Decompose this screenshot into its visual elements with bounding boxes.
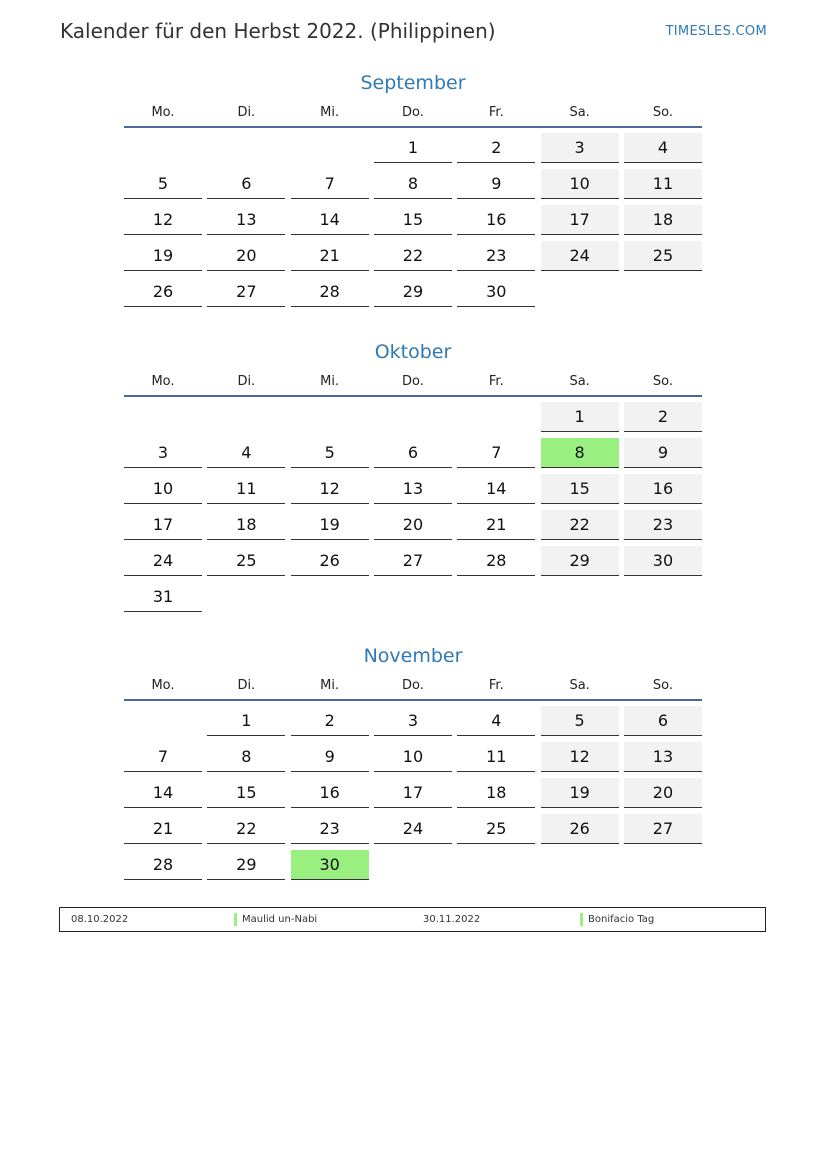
weekend-day-cell: 27 [624,814,702,844]
weekday-label: So. [652,678,674,693]
empty-cell [124,706,202,736]
weekday-label: Mi. [320,374,340,389]
day-cell: 23 [457,241,535,271]
day-cell: 7 [457,438,535,468]
month-title: Oktober [374,341,452,363]
weekend-day-cell: 17 [541,205,619,235]
day-cell: 8 [374,169,452,199]
day-cell: 4 [207,438,285,468]
weekday-label: Mo. [151,105,175,120]
weekend-day-cell: 4 [624,133,702,163]
weekday-header [124,375,702,397]
legend-holiday-name: Bonifacio Tag [588,914,655,925]
day-grid [124,402,702,612]
day-cell: 19 [124,241,202,271]
weekday-label: Sa. [569,105,590,120]
day-cell: 2 [457,133,535,163]
day-grid [124,706,702,880]
day-cell: 16 [457,205,535,235]
weekday-label: Di. [237,105,256,120]
weekday-label: So. [652,105,674,120]
weekend-day-cell: 24 [541,241,619,271]
weekday-label: Mo. [151,678,175,693]
day-cell: 19 [291,510,369,540]
month-title: September [360,72,466,94]
day-cell: 17 [124,510,202,540]
day-cell: 13 [374,474,452,504]
legend-date: 30.11.2022 [423,914,481,925]
holiday-day-cell: 8 [541,438,619,468]
weekday-label: Do. [402,374,424,389]
day-cell: 21 [457,510,535,540]
weekday-label: Di. [237,374,256,389]
day-cell: 11 [457,742,535,772]
day-cell: 28 [124,850,202,880]
month-oktober [124,339,702,612]
day-cell: 25 [207,546,285,576]
weekday-label: Di. [237,678,256,693]
day-cell: 30 [457,277,535,307]
weekend-day-cell: 3 [541,133,619,163]
weekend-day-cell: 26 [541,814,619,844]
weekend-day-cell: 1 [541,402,619,432]
day-cell: 12 [291,474,369,504]
weekend-day-cell: 22 [541,510,619,540]
weekend-day-cell: 29 [541,546,619,576]
month-september [124,70,702,307]
day-cell: 10 [374,742,452,772]
day-cell: 18 [207,510,285,540]
day-cell: 7 [124,742,202,772]
day-cell: 24 [374,814,452,844]
day-cell: 29 [374,277,452,307]
weekend-day-cell: 2 [624,402,702,432]
day-cell: 15 [207,778,285,808]
day-cell: 16 [291,778,369,808]
weekday-header [124,106,702,128]
day-cell: 22 [207,814,285,844]
day-cell: 6 [207,169,285,199]
weekend-day-cell: 15 [541,474,619,504]
day-cell: 4 [457,706,535,736]
weekend-day-cell: 13 [624,742,702,772]
day-cell: 12 [124,205,202,235]
legend-date: 08.10.2022 [71,914,129,925]
weekday-label: Do. [402,678,424,693]
weekday-label: Fr. [488,678,504,693]
day-cell: 1 [207,706,285,736]
day-cell: 29 [207,850,285,880]
holiday-color-marker [580,913,583,926]
weekday-label: Mi. [320,105,340,120]
day-cell: 11 [207,474,285,504]
day-cell: 6 [374,438,452,468]
day-cell: 27 [374,546,452,576]
empty-cell [457,402,535,432]
weekend-day-cell: 5 [541,706,619,736]
empty-cell [207,402,285,432]
day-cell: 8 [207,742,285,772]
holiday-color-marker [234,913,237,926]
day-grid [124,133,702,307]
weekday-label: Sa. [569,678,590,693]
month-title: November [363,645,463,667]
day-cell: 5 [291,438,369,468]
weekday-label: Fr. [488,105,504,120]
page-title: Kalender für den Herbst 2022. (Philippinen) [60,19,496,43]
empty-cell [291,402,369,432]
weekday-label: Fr. [488,374,504,389]
day-cell: 26 [124,277,202,307]
day-cell: 25 [457,814,535,844]
day-cell: 15 [374,205,452,235]
holiday-day-cell: 30 [291,850,369,880]
weekday-label: So. [652,374,674,389]
day-cell: 21 [124,814,202,844]
weekend-day-cell: 10 [541,169,619,199]
day-cell: 23 [291,814,369,844]
day-cell: 31 [124,582,202,612]
day-cell: 1 [374,133,452,163]
day-cell: 14 [291,205,369,235]
day-cell: 9 [457,169,535,199]
empty-cell [207,133,285,163]
day-cell: 9 [291,742,369,772]
weekday-label: Do. [402,105,424,120]
day-cell: 22 [374,241,452,271]
weekend-day-cell: 30 [624,546,702,576]
day-cell: 28 [457,546,535,576]
day-cell: 3 [124,438,202,468]
weekend-day-cell: 20 [624,778,702,808]
empty-cell [374,402,452,432]
day-cell: 7 [291,169,369,199]
day-cell: 20 [207,241,285,271]
day-cell: 3 [374,706,452,736]
legend-holiday-name: Maulid un-Nabi [242,914,318,925]
brand-link[interactable]: TIMESLES.COM [665,24,767,39]
month-november [124,643,702,880]
weekday-header [124,679,702,701]
weekend-day-cell: 25 [624,241,702,271]
day-cell: 13 [207,205,285,235]
empty-cell [291,133,369,163]
weekend-day-cell: 9 [624,438,702,468]
weekday-label: Mo. [151,374,175,389]
day-cell: 14 [124,778,202,808]
day-cell: 10 [124,474,202,504]
weekday-label: Mi. [320,678,340,693]
weekend-day-cell: 6 [624,706,702,736]
day-cell: 24 [124,546,202,576]
empty-cell [124,402,202,432]
day-cell: 17 [374,778,452,808]
weekend-day-cell: 18 [624,205,702,235]
day-cell: 14 [457,474,535,504]
day-cell: 21 [291,241,369,271]
weekend-day-cell: 23 [624,510,702,540]
weekend-day-cell: 19 [541,778,619,808]
empty-cell [124,133,202,163]
day-cell: 28 [291,277,369,307]
day-cell: 26 [291,546,369,576]
weekday-label: Sa. [569,374,590,389]
weekend-day-cell: 12 [541,742,619,772]
day-cell: 20 [374,510,452,540]
day-cell: 5 [124,169,202,199]
holiday-legend [59,907,766,932]
weekend-day-cell: 16 [624,474,702,504]
weekend-day-cell: 11 [624,169,702,199]
day-cell: 18 [457,778,535,808]
day-cell: 27 [207,277,285,307]
day-cell: 2 [291,706,369,736]
